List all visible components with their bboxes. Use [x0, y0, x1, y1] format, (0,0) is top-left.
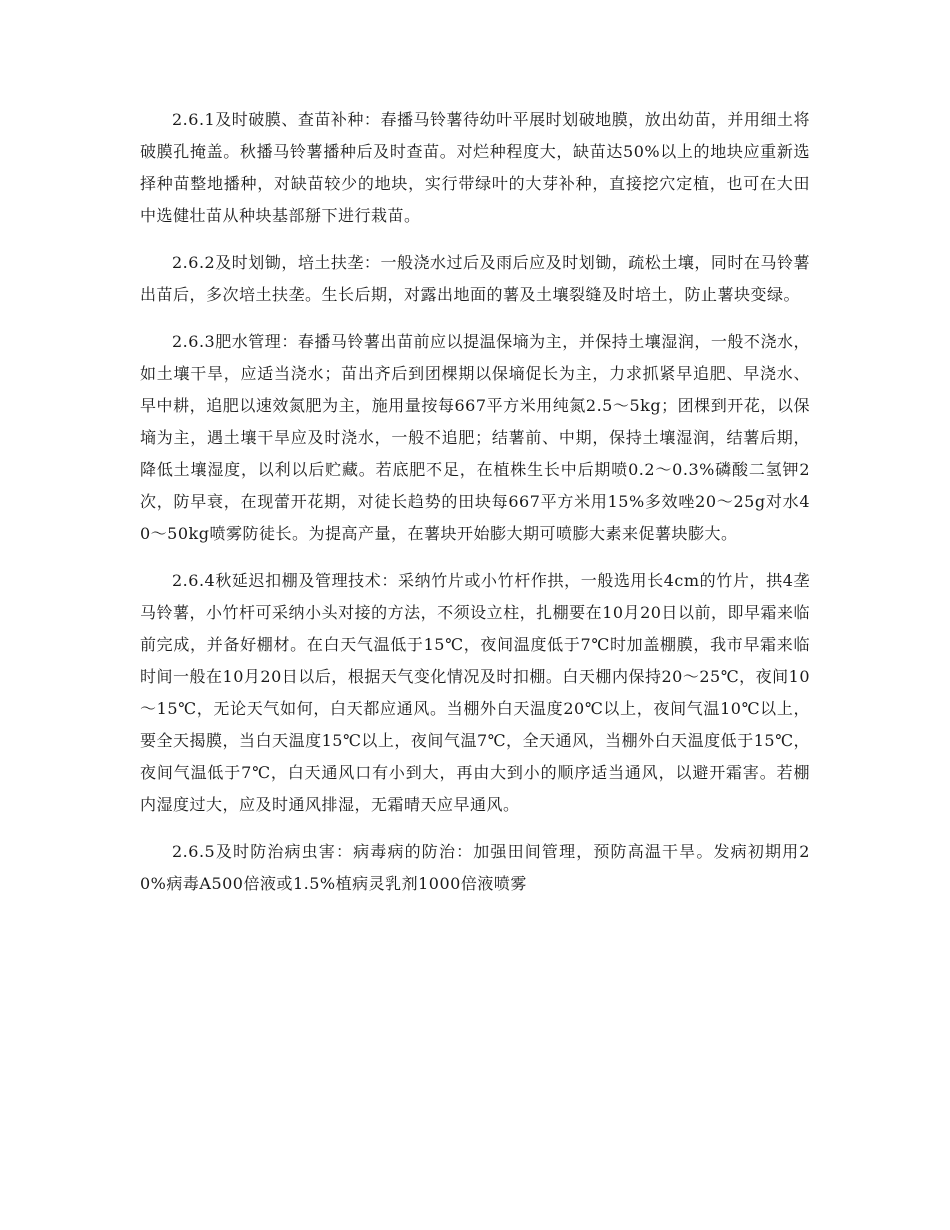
paragraph-2-6-5: 2.6.5及时防治病虫害：病毒病的防治：加强田间管理，预防高温干旱。发病初期用20%病毒A500倍液或1.5%植病灵乳剂1000倍液喷雾 — [140, 842, 810, 893]
paragraph-2-6-3: 2.6.3肥水管理：春播马铃薯出苗前应以提温保墒为主，并保持土壤湿润，一般不浇水，如土壤干旱，应适当浇水；苗出齐后到团棵期以保墒促长为主，力求抓紧早追肥、早浇水、早中耕，追肥以速效氮肥为主，施用量按每667平方米用纯氮2.5～5kg；团棵到开花，以保墒为主，遇土壤干旱应及时浇水，一般不追肥；结薯前、中期，保持土壤湿润，结薯后期，降低土壤湿度，以利以后贮藏。若底肥不足，在植株生长中后期喷0.2～0.3%磷酸二氢钾2次，防早衰，在现蕾开花期，对徒长趋势的田块每667平方米用15%多效唑20～25g对水40～50kg喷雾防徒长。为提高产量，在薯块开始膨大期可喷膨大素来促薯块膨大。 — [140, 332, 810, 543]
document-body — [140, 104, 810, 915]
paragraph-2-6-4: 2.6.4秋延迟扣棚及管理技术：采纳竹片或小竹杆作拱，一般选用长4cm的竹片，拱4垄马铃薯，小竹杆可采纳小头对接的方法，不须设立柱，扎棚要在10月20日以前，即早霜来临前完成，并备好棚材。在白天气温低于15℃，夜间温度低于7℃时加盖棚膜，我市早霜来临时间一般在10月20日以后，根据天气变化情况及时扣棚。白天棚内保持20～25℃，夜间10～15℃，无论天气如何，白天都应通风。当棚外白天温度20℃以上，夜间气温10℃以上，要全天揭膜，当白天温度15℃以上，夜间气温7℃，全天通风，当棚外白天温度低于15℃，夜间气温低于7℃，白天通风口有小到大，再由大到小的顺序适当通风，以避开霜害。若棚内湿度过大，应及时通风排湿，无霜晴天应早通风。 — [140, 571, 810, 814]
paragraph-2-6-1: 2.6.1及时破膜、查苗补种：春播马铃薯待幼叶平展时划破地膜，放出幼苗，并用细土将破膜孔掩盖。秋播马铃薯播种后及时查苗。对烂种程度大，缺苗达50%以上的地块应重新选择种苗整地播种，对缺苗较少的地块，实行带绿叶的大芽补种，直接挖穴定植，也可在大田中选健壮苗从种块基部掰下进行栽苗。 — [140, 110, 810, 225]
paragraph-2-6-2: 2.6.2及时划锄，培土扶垄：一般浇水过后及雨后应及时划锄，疏松土壤，同时在马铃薯出苗后，多次培土扶垄。生长后期，对露出地面的薯及土壤裂缝及时培土，防止薯块变绿。 — [140, 253, 810, 304]
